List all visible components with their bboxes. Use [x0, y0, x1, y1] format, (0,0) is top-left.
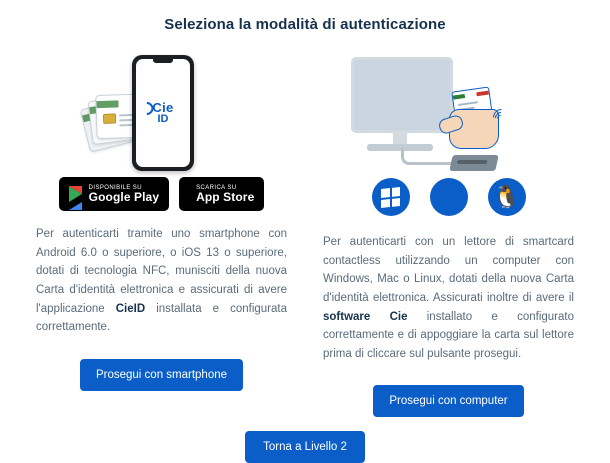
cieid-logo-line2: ID	[157, 113, 169, 125]
google-play-badge-small: DISPONIBILE SU	[88, 184, 142, 191]
page-title: Seleziona la modalità di autenticazione	[164, 16, 446, 33]
app-store-badge-big: App Store	[196, 189, 255, 204]
method-columns	[0, 43, 610, 417]
cieid-logo	[152, 101, 173, 125]
linux-glyph: 🐧	[492, 184, 521, 209]
continue-with-smartphone-button[interactable]: Prosegui con smartphone	[80, 359, 243, 391]
smartphone-icon	[132, 55, 194, 171]
computer-description-after: installato e configurato correttamente e di appoggiare la carta sul lettore prima di cliccare sul pulsante prosegui.	[323, 310, 574, 360]
computer-description	[323, 233, 574, 363]
auth-method-page	[0, 16, 610, 454]
smartphone-description-bold: CieID	[115, 302, 146, 315]
os-icons	[323, 175, 574, 219]
nfc-wave-icon	[497, 107, 511, 129]
store-badges	[36, 177, 287, 211]
google-play-badge[interactable]	[59, 177, 169, 211]
smartphone-description-before: Per autenticarti tramite uno smartphone con Android 6.0 o superiore, o iOS 13 o superiore, dotati di tecnologia NFC, munisciti della nuova Carta d'identità elettronica e assicurati di avere l'applicazione	[36, 228, 287, 315]
windows-icon	[372, 178, 410, 216]
computer-button-row	[323, 385, 574, 417]
computer-illustration	[323, 43, 574, 173]
smartphone-illustration	[36, 43, 287, 173]
continue-with-computer-button[interactable]: Prosegui con computer	[373, 385, 523, 417]
smartcard-reader-icon	[449, 155, 498, 171]
computer-method-column	[305, 43, 610, 417]
smartphone-method-column	[0, 43, 305, 417]
smartphone-description-after: installata e configurata correttamente.	[36, 302, 287, 334]
computer-description-bold: software Cie	[323, 310, 408, 323]
footer-button-row	[0, 431, 610, 463]
app-store-badge-small: SCARICA SU	[196, 184, 237, 191]
computer-description-before: Per autenticarti con un lettore di smartcard contactless utilizzando un computer con Windows, Mac o Linux, dotati della nuova Carta d'identità elettronica. Assicurati inoltre di avere il	[323, 236, 574, 304]
google-play-badge-big: Google Play	[88, 189, 160, 204]
smartphone-description	[36, 225, 287, 337]
smartphone-button-row	[36, 359, 287, 391]
google-play-icon	[69, 186, 82, 202]
back-to-level-2-button[interactable]: Torna a Livello 2	[245, 431, 365, 463]
app-store-badge[interactable]	[179, 177, 264, 211]
apple-icon	[430, 178, 468, 216]
linux-icon	[488, 178, 526, 216]
cieid-logo-line1: Cie	[152, 100, 174, 115]
hand-with-card-icon	[435, 87, 505, 149]
